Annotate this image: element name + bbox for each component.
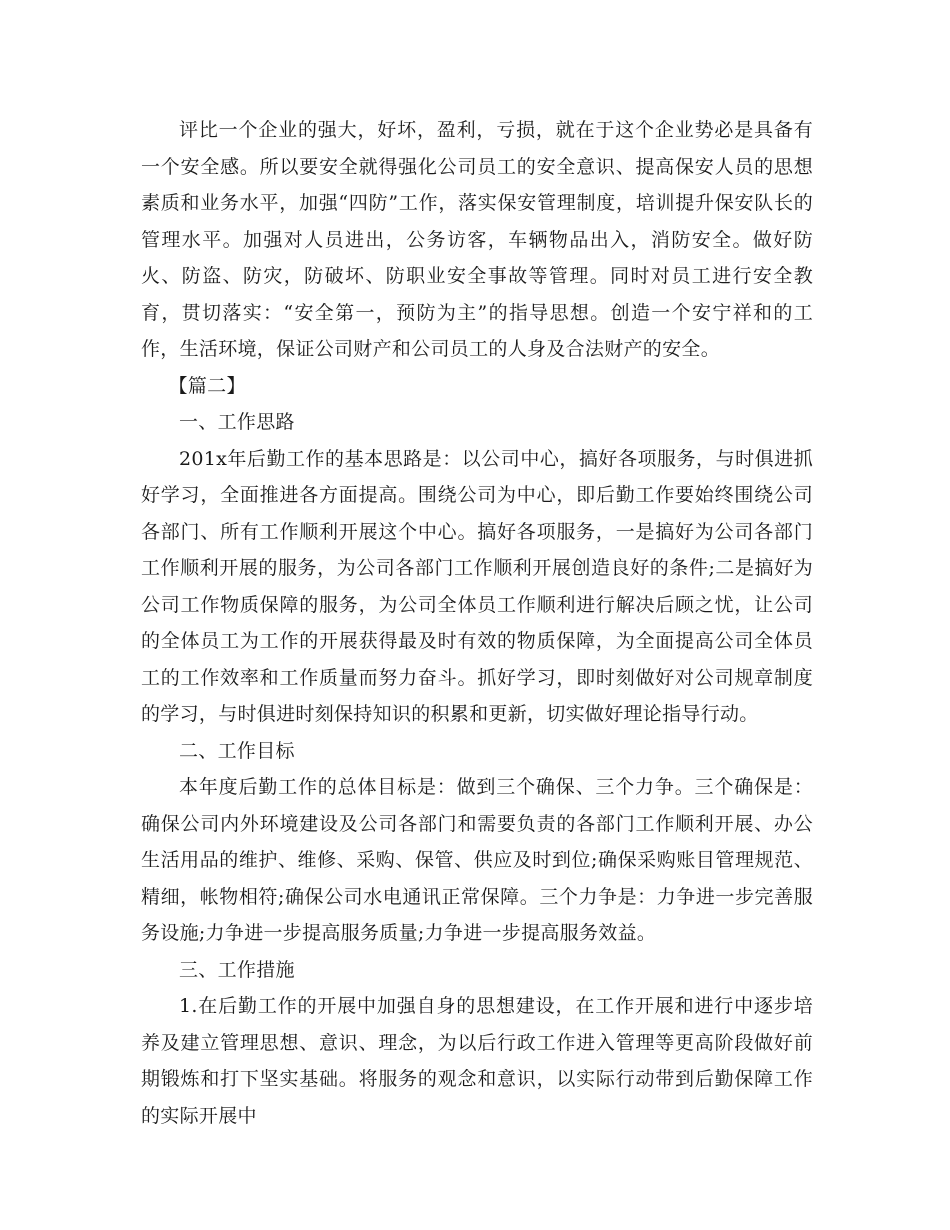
- document-body: [141, 112, 813, 1134]
- heading-work-approach: 一、工作思路: [179, 411, 295, 433]
- paragraph-work-goals: 本年度后勤工作的总体目标是：做到三个确保、三个力争。三个确保是：确保公司内外环境建设及公司各部门和需要负责的各部门工作顺利开展、办公生活用品的维护、维修、采购、保管、供应及时到位;确保采购账目管理规范、精细，帐物相符;确保公司水电通讯正常保障。三个力争是：力争进一步完善服务设施;力争进一步提高服务质量;力争进一步提高服务效益。: [141, 776, 813, 944]
- paragraph-work-approach: 201x年后勤工作的基本思路是：以公司中心，搞好各项服务，与时俱进抓好学习，全面推进各方面提高。围绕公司为中心，即后勤工作要始终围绕公司各部门、所有工作顺利开展这个中心。搞好各项服务，一是搞好为公司各部门工作顺利开展的服务，为公司各部门工作顺利开展创造良好的条件;二是搞好为公司工作物质保障的服务，为公司全体员工作顺利进行解决后顾之忧，让公司的全体员工为工作的开展获得最及时有效的物质保障，为全面提高公司全体员工的工作效率和工作质量而努力奋斗。抓好学习，即时刻做好对公司规章制度的学习，与时俱进时刻保持知识的积累和更新，切实做好理论指导行动。: [141, 447, 813, 725]
- paragraph-security-intro: 评比一个企业的强大，好坏，盈利，亏损，就在于这个企业势必是具备有一个安全感。所以要安全就得强化公司员工的安全意识、提高保安人员的思想素质和业务水平，加强“四防”工作，落实保安管理制度，培训提升保安队长的管理水平。加强对人员进出，公务访客，车辆物品出入，消防安全。做好防火、防盗、防灾，防破坏、防职业安全事故等管理。同时对员工进行安全教育，贯切落实：“安全第一，预防为主”的指导思想。创造一个安宁祥和的工作，生活环境，保证公司财产和公司员工的人身及合法财产的安全。: [141, 119, 813, 360]
- heading-work-measures: 三、工作措施: [179, 958, 295, 981]
- section-title-part-two: 【篇二】: [168, 374, 246, 397]
- paragraph-work-measures-1: 1.在后勤工作的开展中加强自身的思想建设，在工作开展和进行中逐步培养及建立管理思想、意识、理念，为以后行政工作进入管理等更高阶段做好前期锻炼和打下坚实基础。将服务的观念和意识，以实际行动带到后勤保障工作的实际开展中: [141, 995, 813, 1127]
- heading-work-goals: 二、工作目标: [179, 739, 295, 762]
